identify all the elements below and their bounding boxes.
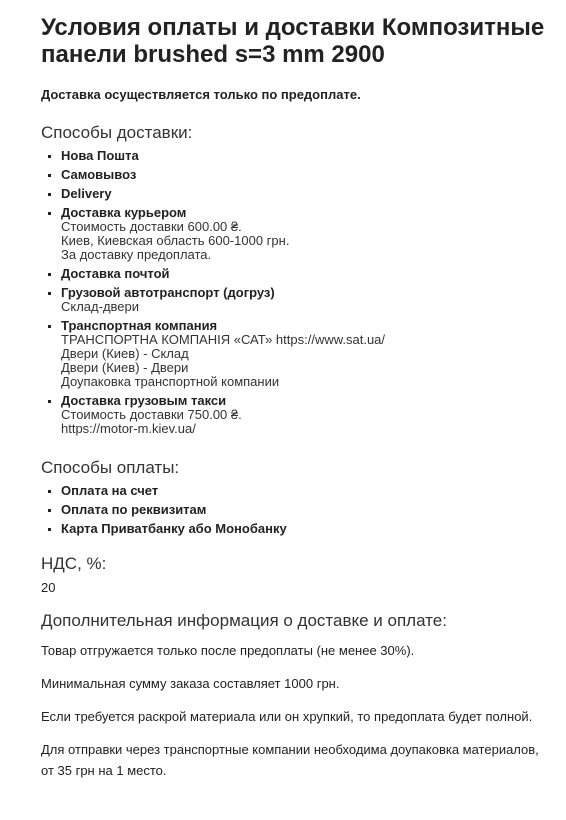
- delivery-heading: Способы доставки:: [41, 123, 193, 142]
- delivery-item-label: ▪ Транспортная компания: [61, 318, 218, 333]
- delivery-detail: Стоимость доставки 750.00 ₴.: [61, 407, 242, 422]
- info-section: [41, 640, 546, 781]
- delivery-item-label: ▪ Доставка грузовым такси: [61, 393, 227, 408]
- delivery-item: [61, 149, 546, 163]
- payment-item-label: ▪ Оплата на счет: [61, 483, 159, 498]
- payment-item-label: ▪ Карта Приватбанку або Монобанку: [61, 521, 287, 536]
- info-heading: Дополнительная информация о доставке и оплате:: [41, 611, 447, 630]
- page-title: Условия оплаты и доставки Композитные панели brushed s=3 mm 2900: [41, 14, 545, 68]
- vat-label: НДС, %:: [41, 554, 107, 573]
- delivery-item-label: ▪ Нова Пошта: [61, 148, 139, 163]
- delivery-item-label: ▪ Самовывоз: [61, 167, 137, 182]
- delivery-item-label: ▪ Delivery: [61, 186, 112, 201]
- vat-value: 20: [41, 580, 56, 595]
- info-paragraph: Товар отгружается только после предоплаты (не менее 30%).: [41, 643, 415, 658]
- info-paragraph: Если требуется раскрой материала или он хрупкий, то предоплата будет полной.: [41, 709, 533, 724]
- delivery-item-label: ▪ Грузовой автотранспорт (догруз): [61, 285, 275, 300]
- payment-list: [41, 484, 546, 536]
- delivery-detail: Склад-двери: [61, 299, 140, 314]
- delivery-item-label: ▪ Доставка курьером: [61, 205, 187, 220]
- delivery-item: [61, 286, 546, 314]
- payment-item: [61, 522, 546, 536]
- delivery-list: [41, 149, 546, 436]
- delivery-item: [61, 206, 546, 262]
- delivery-detail: Двери (Киев) - Склад: [61, 346, 189, 361]
- delivery-item: [61, 319, 546, 389]
- delivery-detail: Двери (Киев) - Двери: [61, 360, 189, 375]
- delivery-detail: Киев, Киевская область 600-1000 грн.: [61, 233, 290, 248]
- payment-item-label: ▪ Оплата по реквизитам: [61, 502, 207, 517]
- info-paragraph: Минимальная сумму заказа составляет 1000 грн.: [41, 676, 340, 691]
- prepayment-note: Доставка осуществляется только по предоплате.: [41, 87, 361, 102]
- delivery-detail: https://motor-m.kiev.ua/: [61, 421, 196, 436]
- delivery-detail: ТРАНСПОРТНА КОМПАНІЯ «САТ» https://www.sat.ua/: [61, 332, 386, 347]
- delivery-item: [61, 267, 546, 281]
- delivery-item: [61, 187, 546, 201]
- delivery-item: [61, 394, 546, 436]
- delivery-detail: Доупаковка транспортной компании: [61, 374, 280, 389]
- delivery-detail: За доставку предоплата.: [61, 247, 212, 262]
- delivery-item: [61, 168, 546, 182]
- info-paragraph: Для отправки через транспортные компании необходима доупаковка материалов, от 35 грн на 1 место.: [41, 742, 539, 778]
- payment-item: [61, 484, 546, 498]
- delivery-item-label: ▪ Доставка почтой: [61, 266, 170, 281]
- payment-heading: Способы оплаты:: [41, 458, 180, 477]
- delivery-detail: Стоимость доставки 600.00 ₴.: [61, 219, 242, 234]
- payment-item: [61, 503, 546, 517]
